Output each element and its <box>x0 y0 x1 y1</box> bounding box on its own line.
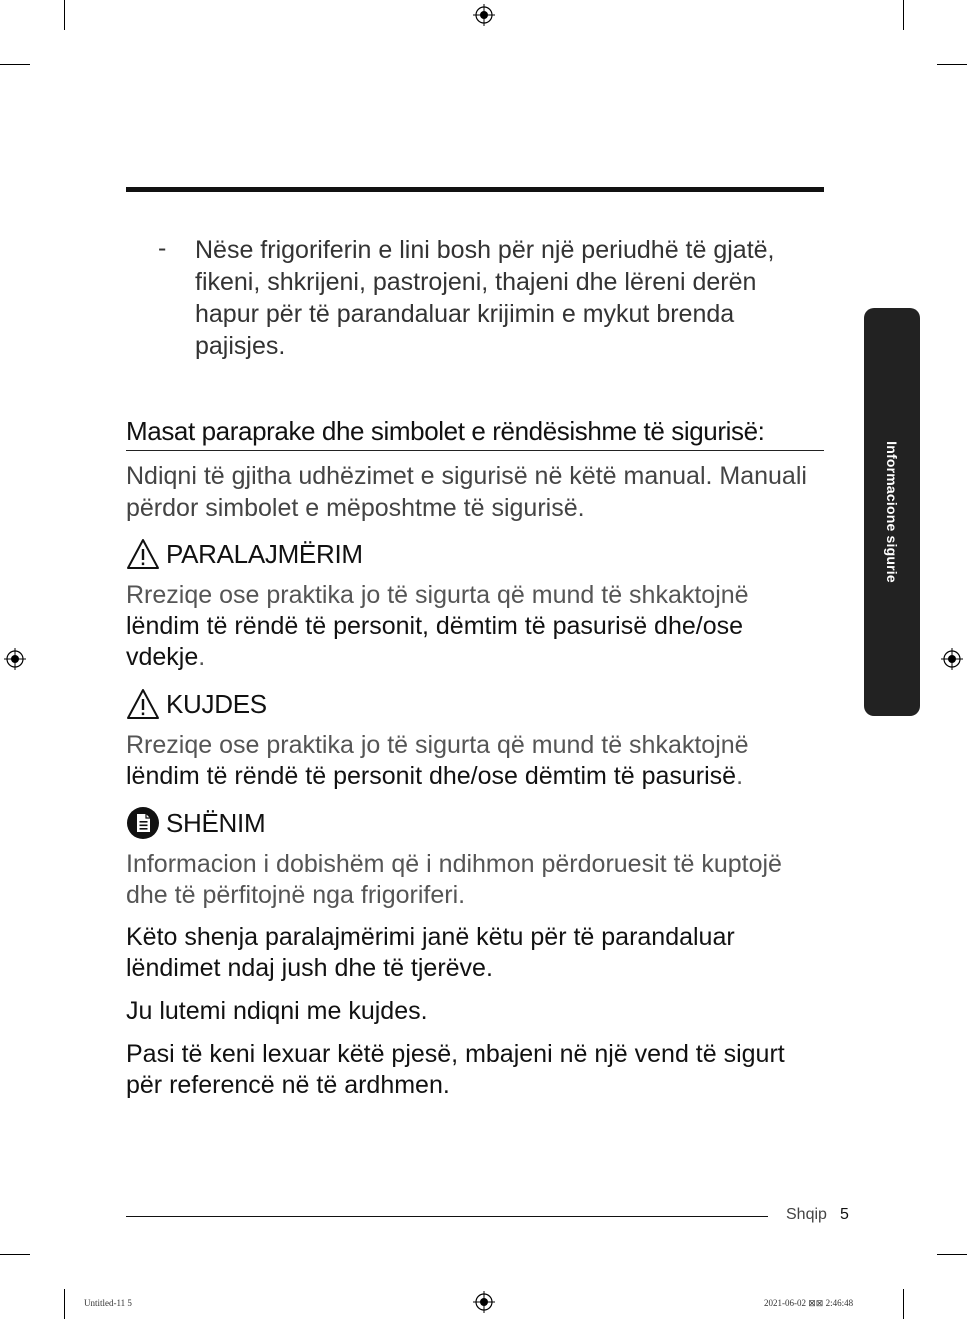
warning-label: PARALAJMËRIM <box>166 538 363 569</box>
crop-mark <box>937 64 967 65</box>
note-description: Informacion i dobishëm që i ndihmon përdoruesit të kuptojë dhe të përfitojnë nga frigoriferi. <box>126 850 782 909</box>
crop-mark <box>64 1289 65 1319</box>
warning-triangle-icon <box>126 538 160 570</box>
paragraph: Këto shenja paralajmërimi janë këtu për të parandaluar lëndimet ndaj jush dhe të tjerëve. <box>126 923 735 982</box>
bullet-text: Nëse frigoriferin e lini bosh për një periudhë të gjatë, fikeni, shkrijeni, pastrojeni, thajeni dhe lëreni derën hapur për të parandaluar krijimin e mykut brenda pajisjes. <box>195 236 775 360</box>
warning-triangle-icon <box>126 688 160 720</box>
chapter-side-tab <box>864 308 920 716</box>
footer-language: Shqip <box>786 1206 827 1223</box>
registration-mark-icon <box>473 4 495 26</box>
note-label-row <box>126 806 265 840</box>
registration-mark-icon <box>941 648 963 670</box>
note-document-icon <box>126 806 160 840</box>
crop-mark <box>0 1254 30 1255</box>
warning-desc-end: . <box>198 643 206 671</box>
caution-description <box>126 730 816 792</box>
caution-desc-end: . <box>736 762 744 790</box>
crop-mark <box>903 0 904 30</box>
paragraph: Pasi të keni lexuar këtë pjesë, mbajeni në një vend të sigurt për referencë në të ardhmen. <box>126 1040 785 1099</box>
note-label: SHËNIM <box>166 807 266 838</box>
footer-divider <box>126 1216 768 1217</box>
top-divider <box>126 187 824 192</box>
caution-label: KUJDES <box>166 688 267 719</box>
section-heading: Masat paraprake dhe simbolet e rëndësishme të sigurisë: <box>126 414 824 451</box>
page-number: 5 <box>840 1206 849 1223</box>
caution-desc-light: Rreziqe ose praktika jo të sigurta që mund të shkaktojnë <box>126 731 749 759</box>
crop-mark <box>64 0 65 30</box>
warning-desc-light: Rreziqe ose praktika jo të sigurta që mund të shkaktojnë <box>126 581 749 609</box>
caution-label-row <box>126 688 267 720</box>
warning-label-row <box>126 538 363 570</box>
caution-desc-emphasis: lëndim të rëndë të personit dhe/ose dëmtim të pasurisë <box>126 762 737 790</box>
crop-mark <box>937 1254 967 1255</box>
section-intro: Ndiqni të gjitha udhëzimet e sigurisë në këtë manual. Manuali përdor simbolet e mëposhtme të sigurisë. <box>126 462 807 522</box>
bullet-dash: - <box>158 234 167 262</box>
warning-description <box>126 580 816 673</box>
side-tab-label: Informacione sigurie <box>884 441 901 583</box>
crop-mark <box>0 64 30 65</box>
registration-mark-icon <box>473 1291 495 1313</box>
crop-mark <box>903 1289 904 1319</box>
print-file-info: Untitled-11 5 <box>84 1298 132 1308</box>
registration-mark-icon <box>4 648 26 670</box>
paragraph: Ju lutemi ndiqni me kujdes. <box>126 997 428 1025</box>
print-datetime: 2021-06-02 ⊠⊠ 2:46:48 <box>764 1298 854 1308</box>
warning-desc-emphasis: lëndim të rëndë të personit, dëmtim të pasurisë dhe/ose vdekje <box>126 612 744 671</box>
